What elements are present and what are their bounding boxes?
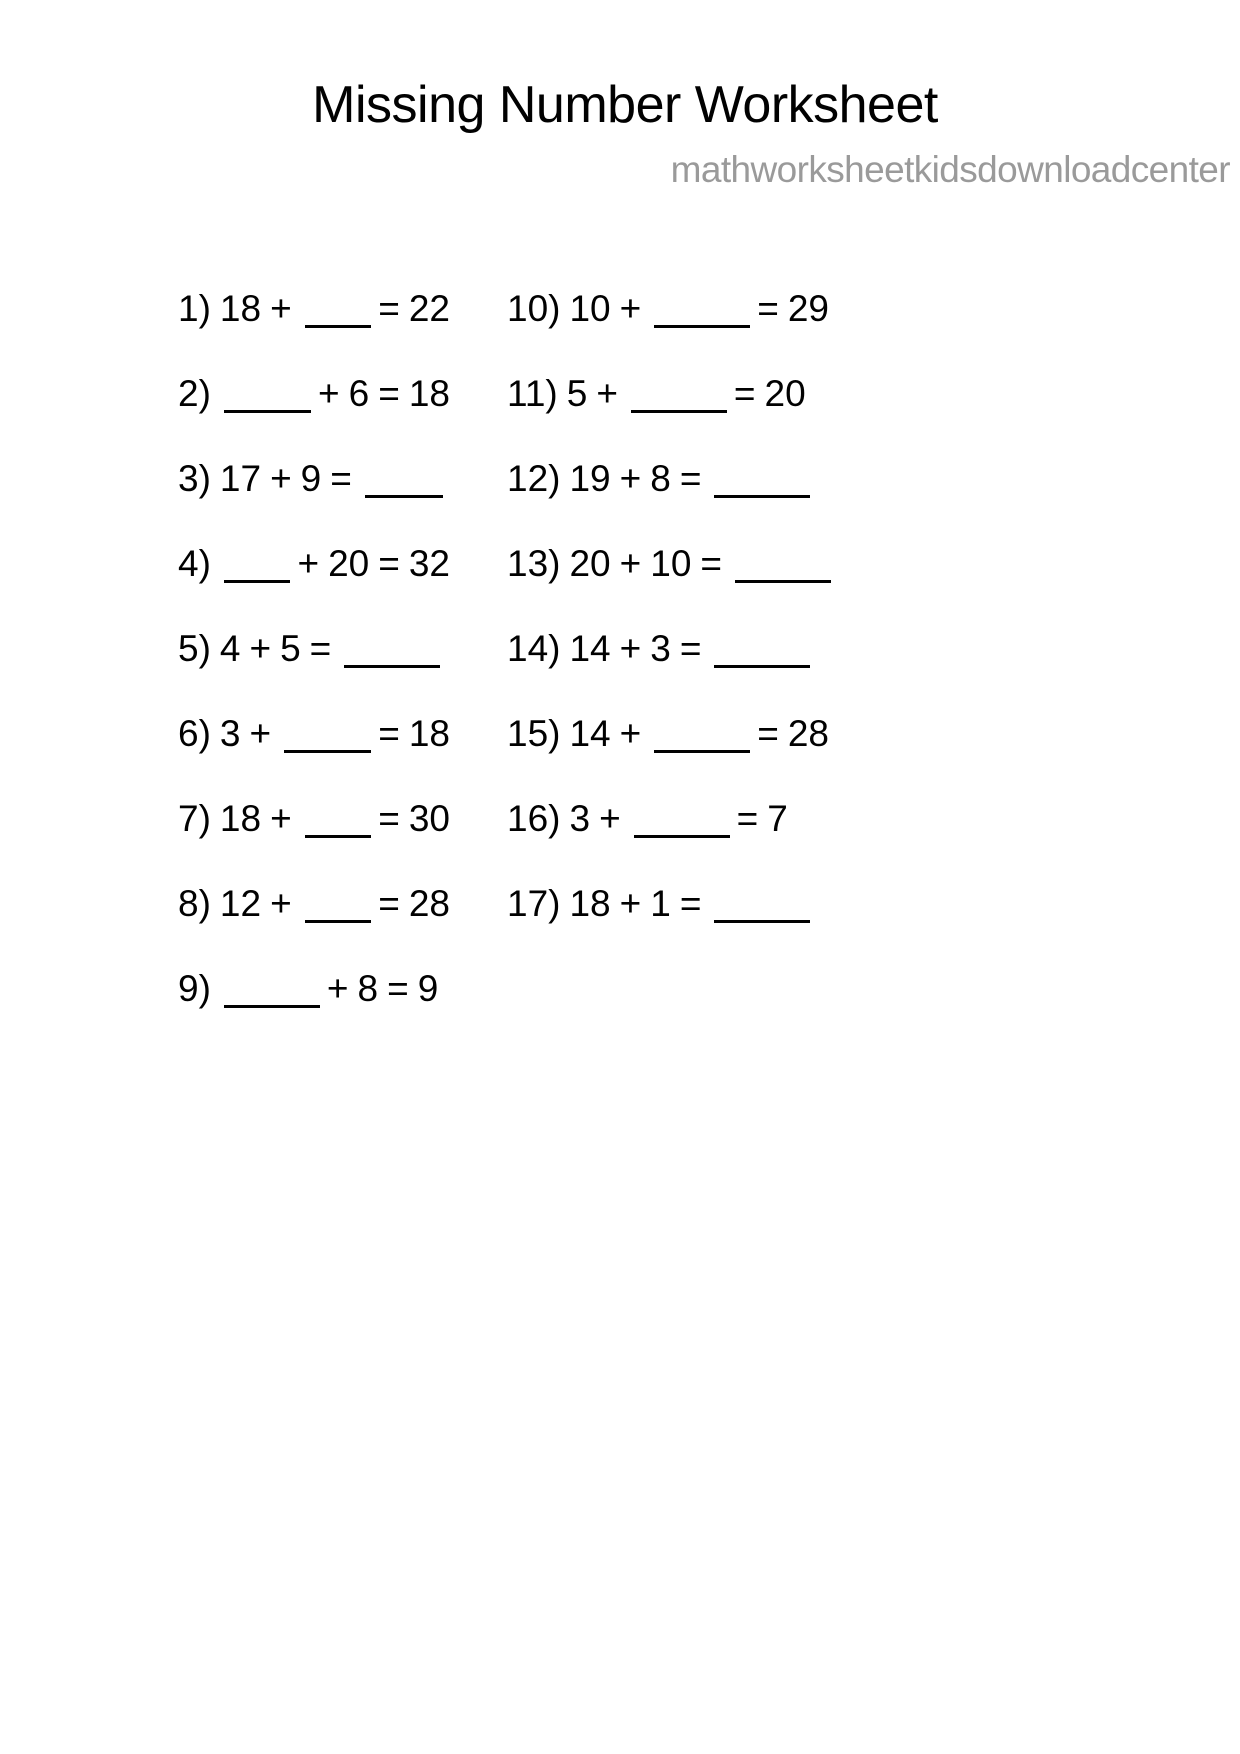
problem-row bbox=[178, 543, 450, 628]
problem-number: 12) bbox=[507, 458, 561, 499]
plus-operator: + bbox=[270, 883, 292, 924]
plus-operator: + bbox=[619, 288, 642, 329]
plus-operator: + bbox=[270, 458, 292, 499]
problem-row bbox=[178, 373, 450, 458]
problem-row bbox=[178, 713, 450, 798]
plus-operator: + bbox=[619, 628, 642, 669]
answer-blank[interactable] bbox=[714, 894, 810, 923]
plus-operator: + bbox=[270, 798, 292, 839]
equals-operator: = bbox=[387, 968, 409, 1009]
problem-number: 4) bbox=[178, 543, 211, 584]
answer-blank[interactable] bbox=[654, 724, 750, 753]
plus-operator: + bbox=[249, 713, 272, 754]
equals-operator: = bbox=[757, 288, 779, 329]
equals-operator: = bbox=[378, 798, 400, 839]
operand-value: 18 bbox=[408, 373, 450, 414]
operand-value: 1 bbox=[650, 883, 671, 924]
operand-value: 17 bbox=[219, 458, 262, 499]
plus-operator: + bbox=[318, 373, 340, 414]
left-column bbox=[0, 288, 450, 1053]
problem-number: 8) bbox=[178, 883, 211, 924]
operand-value: 28 bbox=[787, 713, 830, 754]
plus-operator: + bbox=[619, 543, 642, 584]
operand-value: 28 bbox=[408, 883, 450, 924]
plus-operator: + bbox=[619, 458, 642, 499]
equals-operator: = bbox=[733, 373, 756, 414]
problem-number: 5) bbox=[178, 628, 211, 669]
problem-number: 11) bbox=[507, 373, 558, 414]
equals-operator: = bbox=[378, 288, 400, 329]
operand-value: 18 bbox=[569, 883, 611, 924]
answer-blank[interactable] bbox=[224, 384, 311, 413]
site-credit: mathworksheetkidsdownloadcenter bbox=[670, 148, 1230, 190]
equals-operator: = bbox=[378, 543, 400, 584]
answer-blank[interactable] bbox=[714, 469, 810, 498]
problem-row bbox=[507, 883, 1010, 968]
answer-blank[interactable] bbox=[284, 724, 371, 753]
operand-value: 14 bbox=[569, 713, 611, 754]
problem-row bbox=[178, 628, 450, 713]
plus-operator: + bbox=[270, 288, 292, 329]
equals-operator: = bbox=[378, 373, 400, 414]
problem-row bbox=[178, 883, 450, 968]
problem-number: 14) bbox=[507, 628, 561, 669]
equals-operator: = bbox=[679, 628, 702, 669]
answer-blank[interactable] bbox=[305, 299, 372, 328]
problem-number: 3) bbox=[178, 458, 211, 499]
operand-value: 9 bbox=[300, 458, 322, 499]
operand-value: 6 bbox=[348, 373, 370, 414]
problem-row bbox=[507, 373, 1010, 458]
problem-row bbox=[178, 798, 450, 883]
operand-value: 7 bbox=[767, 798, 788, 839]
operand-value: 8 bbox=[650, 458, 671, 499]
answer-blank[interactable] bbox=[365, 469, 443, 498]
page-title: Missing Number Worksheet bbox=[312, 76, 938, 134]
plus-operator: + bbox=[249, 628, 272, 669]
answer-blank[interactable] bbox=[654, 299, 750, 328]
plus-operator: + bbox=[619, 713, 642, 754]
problem-row bbox=[507, 543, 1010, 628]
operand-value: 8 bbox=[357, 968, 379, 1009]
plus-operator: + bbox=[297, 543, 320, 584]
operand-value: 5 bbox=[280, 628, 301, 669]
problem-number: 7) bbox=[178, 798, 211, 839]
answer-blank[interactable] bbox=[631, 384, 727, 413]
operand-value: 9 bbox=[417, 968, 439, 1009]
problem-row bbox=[507, 458, 1010, 543]
plus-operator: + bbox=[596, 373, 618, 414]
answer-blank[interactable] bbox=[224, 979, 320, 1008]
answer-blank[interactable] bbox=[634, 809, 730, 838]
problem-number: 9) bbox=[178, 968, 211, 1009]
answer-blank[interactable] bbox=[714, 639, 810, 668]
answer-blank[interactable] bbox=[344, 639, 440, 668]
operand-value: 18 bbox=[219, 288, 262, 329]
operand-value: 22 bbox=[408, 288, 450, 329]
problem-row bbox=[178, 458, 450, 543]
answer-blank[interactable] bbox=[305, 894, 372, 923]
operand-value: 14 bbox=[569, 628, 611, 669]
problem-row bbox=[507, 713, 1010, 798]
problem-number: 17) bbox=[507, 883, 561, 924]
operand-value: 19 bbox=[569, 458, 611, 499]
equals-operator: = bbox=[330, 458, 352, 499]
problem-row bbox=[178, 968, 450, 1053]
problem-row bbox=[178, 288, 450, 373]
problem-number: 1) bbox=[178, 288, 211, 329]
worksheet-header bbox=[0, 0, 1240, 191]
operand-value: 4 bbox=[219, 628, 241, 669]
problem-number: 16) bbox=[507, 798, 561, 839]
operand-value: 30 bbox=[408, 798, 450, 839]
operand-value: 18 bbox=[408, 713, 450, 754]
operand-value: 3 bbox=[569, 798, 591, 839]
operand-value: 18 bbox=[219, 798, 262, 839]
problem-number: 15) bbox=[507, 713, 561, 754]
operand-value: 32 bbox=[408, 543, 450, 584]
equals-operator: = bbox=[679, 883, 702, 924]
operand-value: 3 bbox=[650, 628, 671, 669]
answer-blank[interactable] bbox=[224, 554, 291, 583]
answer-blank[interactable] bbox=[305, 809, 372, 838]
problem-row bbox=[507, 798, 1010, 883]
problem-number: 13) bbox=[507, 543, 561, 584]
answer-blank[interactable] bbox=[735, 554, 831, 583]
problem-row bbox=[507, 288, 1010, 373]
operand-value: 20 bbox=[569, 543, 611, 584]
plus-operator: + bbox=[326, 968, 349, 1009]
equals-operator: = bbox=[679, 458, 702, 499]
plus-operator: + bbox=[619, 883, 642, 924]
problem-list bbox=[0, 288, 1240, 1053]
operand-value: 5 bbox=[566, 373, 588, 414]
operand-value: 12 bbox=[219, 883, 262, 924]
problem-number: 2) bbox=[178, 373, 211, 414]
equals-operator: = bbox=[736, 798, 759, 839]
problem-number: 10) bbox=[507, 288, 561, 329]
equals-operator: = bbox=[378, 883, 400, 924]
operand-value: 29 bbox=[787, 288, 830, 329]
problem-row bbox=[507, 628, 1010, 713]
operand-value: 20 bbox=[764, 373, 806, 414]
equals-operator: = bbox=[378, 713, 400, 754]
equals-operator: = bbox=[309, 628, 332, 669]
operand-value: 3 bbox=[219, 713, 241, 754]
plus-operator: + bbox=[599, 798, 621, 839]
operand-value: 10 bbox=[650, 543, 692, 584]
equals-operator: = bbox=[757, 713, 779, 754]
operand-value: 20 bbox=[328, 543, 370, 584]
equals-operator: = bbox=[700, 543, 723, 584]
operand-value: 10 bbox=[569, 288, 611, 329]
right-column bbox=[450, 288, 1010, 968]
problem-number: 6) bbox=[178, 713, 211, 754]
